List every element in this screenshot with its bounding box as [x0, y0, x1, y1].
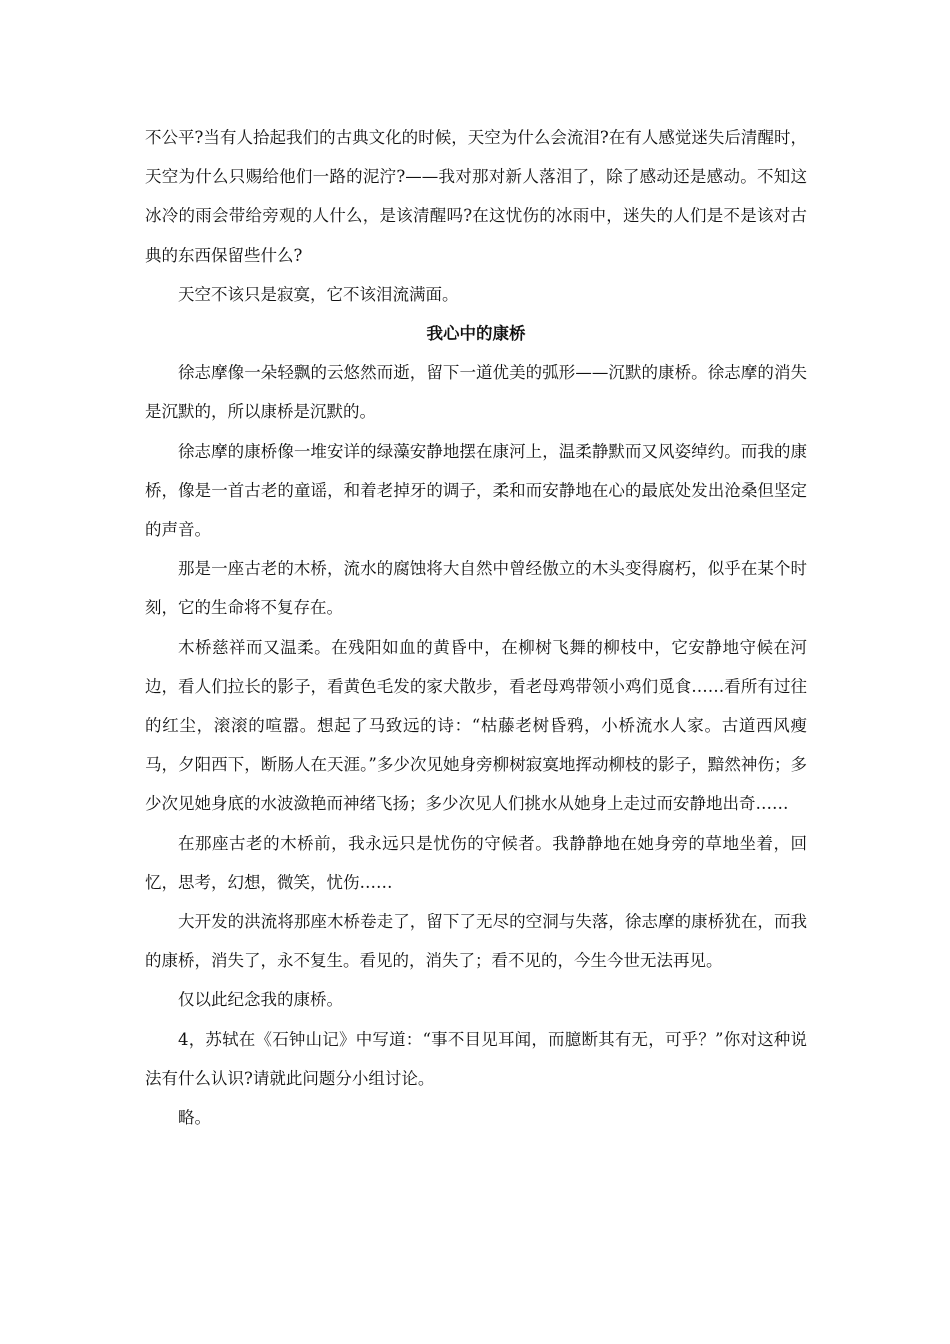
question-4: 4，苏轼在《石钟山记》中写道：“事不目见耳闻，而臆断其有无，可乎？”你对这种说法有什么认识?请就此问题分小组讨论。 — [145, 1029, 807, 1088]
paragraph: 徐志摩的康桥像一堆安详的绿藻安静地摆在康河上，温柔静默而又风姿绰约。而我的康桥，像是一首古老的童谣，和着老掉牙的调子，柔和而安静地在心的最底处发出沧桑但坚定的声音。 — [145, 441, 807, 540]
paragraph-sky-conclusion: 天空不该只是寂寞，它不该泪流满面。 — [178, 284, 459, 304]
paragraph: 大开发的洪流将那座木桥卷走了，留下了无尽的空洞与失落，徐志摩的康桥犹在，而我的康桥，消失了，永不复生。看见的，消失了；看不见的，今生今世无法再见。 — [145, 912, 807, 971]
paragraph-continuation: 不公平?当有人拾起我们的古典文化的时候，天空为什么会流泪?在有人感觉迷失后清醒时，天空为什么只赐给他们一路的泥泞?——我对那对新人落泪了，除了感动还是感动。不知这冰冷的雨会带给旁观的人什么，是该清醒吗?在这忧伤的冰雨中，迷失的人们是不是该对古典的东西保留些什么? — [145, 128, 807, 265]
paragraph: 徐志摩像一朵轻飘的云悠然而逝，留下一道优美的弧形——沉默的康桥。徐志摩的消失是沉默的，所以康桥是沉默的。 — [145, 363, 807, 422]
section-title: 我心中的康桥 — [426, 324, 526, 344]
answer-omitted: 略。 — [178, 1108, 211, 1128]
document-body — [145, 118, 807, 1137]
paragraph: 在那座古老的木桥前，我永远只是忧伤的守候者。我静静地在她身旁的草地坐着，回忆，思考，幻想，微笑，忧伤…… — [145, 833, 807, 892]
paragraph-dedication: 仅以此纪念我的康桥。 — [178, 990, 343, 1010]
paragraph: 木桥慈祥而又温柔。在残阳如血的黄昏中，在柳树飞舞的柳枝中，它安静地守候在河边，看人们拉长的影子，看黄色毛发的家犬散步，看老母鸡带领小鸡们觅食……看所有过往的红尘，滚滚的喧嚣。想起了马致远的诗：“枯藤老树昏鸦，小桥流水人家。古道西风瘦马，夕阳西下，断肠人在天涯。”多少次见她身旁柳树寂寞地挥动柳枝的影子，黯然神伤；多少次见她身底的水波潋艳而神绪飞扬；多少次见人们挑水从她身上走过而安静地出奇…… — [145, 637, 807, 814]
paragraph: 那是一座古老的木桥，流水的腐蚀将大自然中曾经傲立的木头变得腐朽，似乎在某个时刻，它的生命将不复存在。 — [145, 559, 807, 618]
